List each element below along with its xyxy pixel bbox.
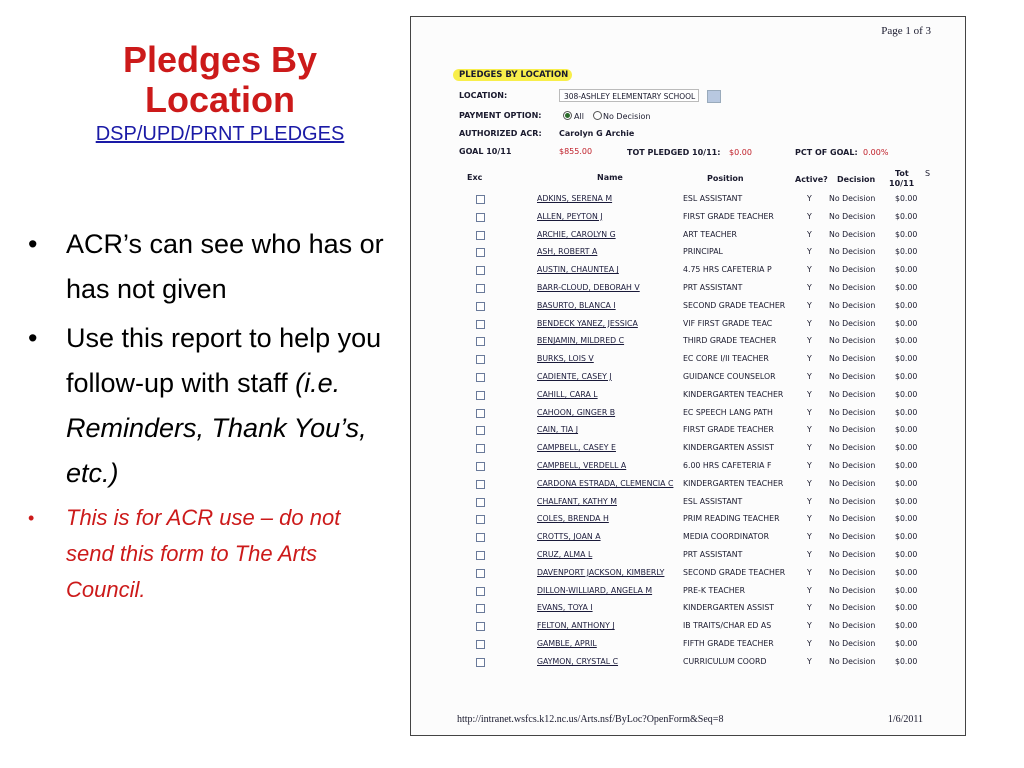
position-cell: KINDERGARTEN TEACHER <box>683 478 784 488</box>
exclude-checkbox[interactable] <box>476 569 485 578</box>
bullet-item-follow-up <box>24 316 384 496</box>
table-row <box>411 583 965 601</box>
total-cell: $0.00 <box>895 656 918 666</box>
employee-name-link[interactable]: CAMPBELL, CASEY E <box>537 443 616 453</box>
active-cell: Y <box>807 638 812 648</box>
employee-name-link[interactable]: BENDECK YANEZ, JESSICA <box>537 318 638 328</box>
decision-cell: No Decision <box>829 318 876 328</box>
table-row <box>411 244 965 262</box>
total-cell: $0.00 <box>895 567 918 577</box>
goal-label: GOAL 10/11 <box>459 147 512 156</box>
column-tot-line2: 10/11 <box>889 179 915 188</box>
position-cell: ESL ASSISTANT <box>683 194 743 203</box>
position-cell: FIFTH GRADE TEACHER <box>683 638 774 648</box>
total-cell: $0.00 <box>895 407 918 417</box>
bullet-icon: • <box>28 229 38 259</box>
exclude-checkbox[interactable] <box>476 551 485 560</box>
active-cell: Y <box>807 460 812 470</box>
position-cell: PRE-K TEACHER <box>683 585 745 595</box>
bullet-text: Use this report to help you follow-up with staff <box>66 323 382 398</box>
position-cell: PRT ASSISTANT <box>683 282 743 292</box>
table-row <box>411 405 965 423</box>
employee-name-link[interactable]: ADKINS, SERENA M <box>537 194 613 203</box>
active-cell: Y <box>807 300 812 310</box>
decision-cell: No Decision <box>829 194 876 203</box>
table-row <box>411 600 965 618</box>
position-cell: PRINCIPAL <box>683 247 723 257</box>
table-row <box>411 369 965 387</box>
total-cell: $0.00 <box>895 194 918 203</box>
active-cell: Y <box>807 194 812 203</box>
total-cell: $0.00 <box>895 496 918 506</box>
bullet-text-italic: (i.e. Reminders, Thank You’s, etc.) <box>66 368 367 488</box>
slide-title <box>40 40 400 120</box>
location-dropdown-icon[interactable] <box>707 90 721 103</box>
column-decision: Decision <box>837 175 876 184</box>
table-row <box>411 351 965 369</box>
total-cell: $0.00 <box>895 514 918 524</box>
authorized-acr-label: AUTHORIZED ACR: <box>459 129 542 138</box>
position-cell: MEDIA COORDINATOR <box>683 532 770 542</box>
decision-cell: No Decision <box>829 567 876 577</box>
position-cell: SECOND GRADE TEACHER <box>683 300 786 310</box>
active-cell: Y <box>807 585 812 595</box>
bullet-icon: • <box>28 323 38 353</box>
total-cell: $0.00 <box>895 460 918 470</box>
employee-name-link[interactable]: BURKS, LOIS V <box>537 354 594 364</box>
exclude-checkbox[interactable] <box>476 533 485 542</box>
total-cell: $0.00 <box>895 532 918 542</box>
position-cell: ESL ASSISTANT <box>683 496 743 506</box>
authorized-acr-value: Carolyn G Archie <box>559 129 635 138</box>
exclude-checkbox[interactable] <box>476 587 485 596</box>
exclude-checkbox[interactable] <box>476 355 485 364</box>
position-cell: 4.75 HRS CAFETERIA P <box>683 265 772 275</box>
active-cell: Y <box>807 532 812 542</box>
position-cell: EC SPEECH LANG PATH <box>683 407 773 417</box>
employee-name-link[interactable]: GAMBLE, APRIL <box>537 638 597 648</box>
employee-name-link[interactable]: BASURTO, BLANCA I <box>537 300 616 310</box>
active-cell: Y <box>807 336 812 346</box>
table-row <box>411 529 965 547</box>
employee-name-link[interactable]: GAYMON, CRYSTAL C <box>537 656 619 666</box>
total-cell: $0.00 <box>895 549 918 559</box>
decision-cell: No Decision <box>829 300 876 310</box>
total-cell: $0.00 <box>895 425 918 435</box>
exclude-checkbox[interactable] <box>476 462 485 471</box>
table-row <box>411 458 965 476</box>
report-heading: PLEDGES BY LOCATION <box>453 69 572 81</box>
footer-url: http://intranet.wsfcs.k12.nc.us/Arts.nsf/ByLoc?OpenForm&Seq=8 <box>457 714 724 725</box>
active-cell: Y <box>807 621 812 631</box>
total-cell: $0.00 <box>895 247 918 257</box>
decision-cell: No Decision <box>829 425 876 435</box>
decision-cell: No Decision <box>829 603 876 613</box>
total-cell: $0.00 <box>895 300 918 310</box>
location-label: LOCATION: <box>459 91 508 100</box>
position-cell: ART TEACHER <box>683 229 737 239</box>
employee-name-link[interactable]: ASH, ROBERT A <box>537 247 598 257</box>
table-row <box>411 298 965 316</box>
position-cell: FIRST GRADE TEACHER <box>683 211 774 221</box>
decision-cell: No Decision <box>829 656 876 666</box>
employee-name-link[interactable]: AUSTIN, CHAUNTEA J <box>537 265 619 275</box>
active-cell: Y <box>807 425 812 435</box>
exclude-checkbox[interactable] <box>476 444 485 453</box>
table-row <box>411 280 965 298</box>
employee-name-link[interactable]: COLES, BRENDA H <box>537 514 609 524</box>
table-row <box>411 262 965 280</box>
table-row <box>411 565 965 583</box>
table-row <box>411 547 965 565</box>
active-cell: Y <box>807 318 812 328</box>
exclude-checkbox[interactable] <box>476 213 485 222</box>
active-cell: Y <box>807 247 812 257</box>
exclude-checkbox[interactable] <box>476 320 485 329</box>
decision-cell: No Decision <box>829 496 876 506</box>
exclude-checkbox[interactable] <box>476 284 485 293</box>
table-row <box>411 440 965 458</box>
decision-cell: No Decision <box>829 371 876 381</box>
exclude-checkbox[interactable] <box>476 337 485 346</box>
active-cell: Y <box>807 282 812 292</box>
table-row <box>411 618 965 636</box>
decision-cell: No Decision <box>829 478 876 488</box>
active-cell: Y <box>807 656 812 666</box>
position-cell: VIF FIRST GRADE TEAC <box>683 318 773 328</box>
exclude-checkbox[interactable] <box>476 373 485 382</box>
column-extra: S <box>925 169 931 178</box>
position-cell: FIRST GRADE TEACHER <box>683 425 774 435</box>
slide-title-line1: Pledges By <box>122 39 318 80</box>
table-row <box>411 387 965 405</box>
decision-cell: No Decision <box>829 389 876 399</box>
total-cell: $0.00 <box>895 389 918 399</box>
decision-cell: No Decision <box>829 549 876 559</box>
payment-option-label: PAYMENT OPTION: <box>459 111 542 120</box>
active-cell: Y <box>807 549 812 559</box>
employee-name-link[interactable]: CAHILL, CARA L <box>537 389 598 399</box>
table-row <box>411 476 965 494</box>
exclude-checkbox[interactable] <box>476 231 485 240</box>
employee-name-link[interactable]: CAIN, TIA J <box>537 425 579 435</box>
total-cell: $0.00 <box>895 282 918 292</box>
exclude-checkbox[interactable] <box>476 302 485 311</box>
position-cell: GUIDANCE COUNSELOR <box>683 371 776 381</box>
decision-cell: No Decision <box>829 211 876 221</box>
decision-cell: No Decision <box>829 354 876 364</box>
decision-cell: No Decision <box>829 265 876 275</box>
location-select[interactable]: 308-ASHLEY ELEMENTARY SCHOOL <box>559 89 699 102</box>
exclude-checkbox[interactable] <box>476 622 485 631</box>
table-row <box>411 422 965 440</box>
active-cell: Y <box>807 211 812 221</box>
slide-title-line2: Location <box>145 79 295 120</box>
exclude-checkbox[interactable] <box>476 195 485 204</box>
total-cell: $0.00 <box>895 211 918 221</box>
bullet-icon: • <box>28 508 35 528</box>
table-row <box>411 494 965 512</box>
total-cell: $0.00 <box>895 621 918 631</box>
employee-name-link[interactable]: FELTON, ANTHONY J <box>537 621 615 631</box>
column-position: Position <box>707 174 744 183</box>
employee-name-link[interactable]: CRUZ, ALMA L <box>537 549 593 559</box>
exclude-checkbox[interactable] <box>476 409 485 418</box>
payment-no-decision-radio[interactable] <box>593 111 602 120</box>
position-cell: KINDERGARTEN ASSIST <box>683 603 775 613</box>
employee-name-link[interactable]: ALLEN, PEYTON J <box>537 211 603 221</box>
pct-of-goal-label: PCT OF GOAL: <box>795 148 858 157</box>
total-cell: $0.00 <box>895 318 918 328</box>
table-body <box>411 191 965 672</box>
exclude-checkbox[interactable] <box>476 480 485 489</box>
pledges-report-scan <box>410 16 966 736</box>
decision-cell: No Decision <box>829 443 876 453</box>
table-row <box>411 191 965 209</box>
decision-cell: No Decision <box>829 585 876 595</box>
position-cell: KINDERGARTEN ASSIST <box>683 443 775 453</box>
table-row <box>411 636 965 654</box>
exclude-checkbox[interactable] <box>476 658 485 667</box>
employee-name-link[interactable]: CADIENTE, CASEY J <box>537 371 612 381</box>
employee-name-link[interactable]: DAVENPORT JACKSON, KIMBERLY <box>537 567 665 577</box>
column-tot-line1: Tot <box>895 169 909 178</box>
dsp-upd-prnt-pledges-link[interactable]: DSP/UPD/PRNT PLEDGES <box>95 123 345 145</box>
total-cell: $0.00 <box>895 265 918 275</box>
total-cell: $0.00 <box>895 478 918 488</box>
exclude-checkbox[interactable] <box>476 266 485 275</box>
column-active: Active? <box>795 175 828 184</box>
active-cell: Y <box>807 354 812 364</box>
employee-name-link[interactable]: CARDONA ESTRADA, CLEMENCIA C <box>537 478 674 488</box>
position-cell: SECOND GRADE TEACHER <box>683 567 786 577</box>
position-cell: EC CORE I/II TEACHER <box>683 354 769 364</box>
decision-cell: No Decision <box>829 229 876 239</box>
decision-cell: No Decision <box>829 247 876 257</box>
decision-cell: No Decision <box>829 621 876 631</box>
employee-name-link[interactable]: EVANS, TOYA I <box>537 603 593 613</box>
exclude-checkbox[interactable] <box>476 426 485 435</box>
total-cell: $0.00 <box>895 585 918 595</box>
exclude-checkbox[interactable] <box>476 391 485 400</box>
active-cell: Y <box>807 371 812 381</box>
position-cell: CURRICULUM COORD <box>683 656 767 666</box>
exclude-checkbox[interactable] <box>476 248 485 257</box>
position-cell: PRT ASSISTANT <box>683 549 743 559</box>
total-cell: $0.00 <box>895 443 918 453</box>
column-exc: Exc <box>467 173 483 182</box>
decision-cell: No Decision <box>829 532 876 542</box>
decision-cell: No Decision <box>829 514 876 524</box>
active-cell: Y <box>807 265 812 275</box>
active-cell: Y <box>807 603 812 613</box>
table-row <box>411 654 965 672</box>
active-cell: Y <box>807 496 812 506</box>
employee-name-link[interactable]: BARR-CLOUD, DEBORAH V <box>537 282 640 292</box>
position-cell: PRIM READING TEACHER <box>683 514 780 524</box>
employee-name-link[interactable]: CAHOON, GINGER B <box>537 407 616 417</box>
exclude-checkbox[interactable] <box>476 604 485 613</box>
position-cell: KINDERGARTEN TEACHER <box>683 389 784 399</box>
tot-pledged-label: TOT PLEDGED 10/11: <box>627 148 721 157</box>
employee-name-link[interactable]: DILLON-WILLIARD, ANGELA M <box>537 585 653 595</box>
active-cell: Y <box>807 478 812 488</box>
active-cell: Y <box>807 443 812 453</box>
active-cell: Y <box>807 567 812 577</box>
goal-value: $855.00 <box>559 147 593 156</box>
active-cell: Y <box>807 229 812 239</box>
table-row <box>411 511 965 529</box>
position-cell: THIRD GRADE TEACHER <box>683 336 777 346</box>
exclude-checkbox[interactable] <box>476 498 485 507</box>
employee-name-link[interactable]: BENJAMIN, MILDRED C <box>537 336 625 346</box>
bullet-list <box>24 222 384 608</box>
table-row <box>411 333 965 351</box>
exclude-checkbox[interactable] <box>476 515 485 524</box>
employee-name-link[interactable]: ARCHIE, CAROLYN G <box>537 229 616 239</box>
total-cell: $0.00 <box>895 638 918 648</box>
decision-cell: No Decision <box>829 638 876 648</box>
bullet-text: ACR’s can see who has or has not given <box>66 229 384 304</box>
total-cell: $0.00 <box>895 371 918 381</box>
payment-no-decision-label: No Decision <box>603 112 651 121</box>
bullet-item-acr-use-warning <box>24 500 384 608</box>
employee-name-link[interactable]: CHALFANT, KATHY M <box>537 496 617 506</box>
employee-name-link[interactable]: CAMPBELL, VERDELL A <box>537 460 627 470</box>
payment-all-radio[interactable] <box>563 111 572 120</box>
pct-of-goal-value: 0.00% <box>863 148 889 157</box>
page-number: Page 1 of 3 <box>881 25 931 37</box>
exclude-checkbox[interactable] <box>476 640 485 649</box>
total-cell: $0.00 <box>895 229 918 239</box>
bullet-item-see-who-gave <box>24 222 384 312</box>
table-row <box>411 227 965 245</box>
table-row <box>411 209 965 227</box>
decision-cell: No Decision <box>829 336 876 346</box>
column-name: Name <box>597 173 623 182</box>
active-cell: Y <box>807 389 812 399</box>
active-cell: Y <box>807 407 812 417</box>
decision-cell: No Decision <box>829 460 876 470</box>
total-cell: $0.00 <box>895 336 918 346</box>
decision-cell: No Decision <box>829 407 876 417</box>
decision-cell: No Decision <box>829 282 876 292</box>
table-row <box>411 316 965 334</box>
footer-date: 1/6/2011 <box>887 714 923 725</box>
employee-name-link[interactable]: CROTTS, JOAN A <box>537 532 601 542</box>
position-cell: 6.00 HRS CAFETERIA F <box>683 460 772 470</box>
payment-all-label: All <box>574 112 584 121</box>
total-cell: $0.00 <box>895 354 918 364</box>
total-cell: $0.00 <box>895 603 918 613</box>
position-cell: IB TRAITS/CHAR ED AS <box>683 621 772 631</box>
active-cell: Y <box>807 514 812 524</box>
tot-pledged-value: $0.00 <box>729 148 752 157</box>
bullet-text: This is for ACR use – do not send this form to The Arts Council. <box>66 505 341 602</box>
